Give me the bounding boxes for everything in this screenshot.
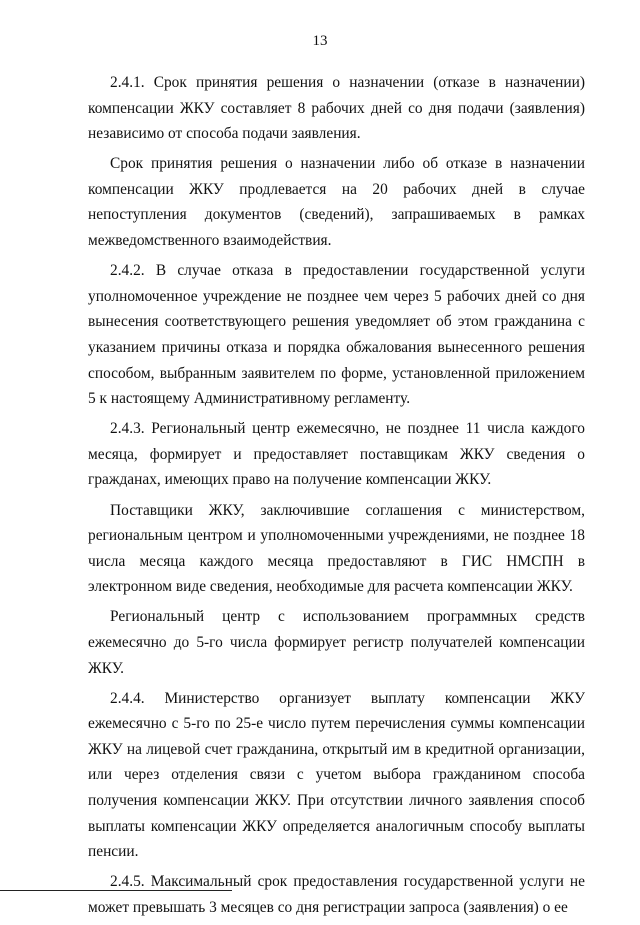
paragraph-2-4-5: 2.4.5. Максимальный срок предоставления государственной услуги не может превышать 3 месяцев со дня регистрации запроса (заявления) о ее xyxy=(88,873,585,916)
paragraph-extension-term: Срок принятия решения о назначении либо об отказе в назначении компенсации ЖКУ продлевается на 20 рабочих дней в случае непоступления документов (сведений), запрашиваемых в рамках межведомственного взаимодействия. xyxy=(88,155,585,250)
paragraph-2-4-1: 2.4.1. Срок принятия решения о назначении (отказе в назначении) компенсации ЖКУ составляет 8 рабочих дней со дня подачи (заявления) независимо от способа подачи заявления. xyxy=(88,74,585,143)
paragraph-2-4-2: 2.4.2. В случае отказа в предоставлении государственной услуги уполномоченное учреждение не позднее чем через 5 рабочих дней со дня вынесения соответствующего решения уведомляет об этом гражданина с указанием причины отказа и порядка обжалования вынесенного решения способом, выбранным заявителем по форме, установленной приложением 5 к настоящему Административному регламенту. xyxy=(88,262,585,408)
paragraph-2-4-3: 2.4.3. Региональный центр ежемесячно, не позднее 11 числа каждого месяца, формирует и предоставляет поставщикам ЖКУ сведения о гражданах, имеющих право на получение компенсации ЖКУ. xyxy=(88,420,585,489)
paragraph-suppliers: Поставщики ЖКУ, заключившие соглашения с министерством, региональным центром и уполномоченными учреждениями, не позднее 18 числа месяца каждого месяца предоставляют в ГИС НМСПН в электронном виде сведения, необходимые для расчета компенсации ЖКУ. xyxy=(88,501,585,596)
paragraph-2-4-4: 2.4.4. Министерство организует выплату компенсации ЖКУ ежемесячно с 5-го по 25-е число путем перечисления суммы компенсации ЖКУ на лицевой счет гражданина, открытый им в кредитной организации, или через отделения связи с учетом выбора гражданином способа получения компенсации ЖКУ. При отсутствии личного заявления способ выплаты компенсации ЖКУ определяется аналогичным способу выплаты пенсии. xyxy=(88,689,585,861)
document-body xyxy=(88,70,585,925)
paragraph-register: Региональный центр с использованием программных средств ежемесячно до 5-го числа формирует регистр получателей компенсации ЖКУ. xyxy=(88,608,585,677)
page-number: 13 xyxy=(312,33,328,49)
footnote-divider xyxy=(0,890,232,891)
